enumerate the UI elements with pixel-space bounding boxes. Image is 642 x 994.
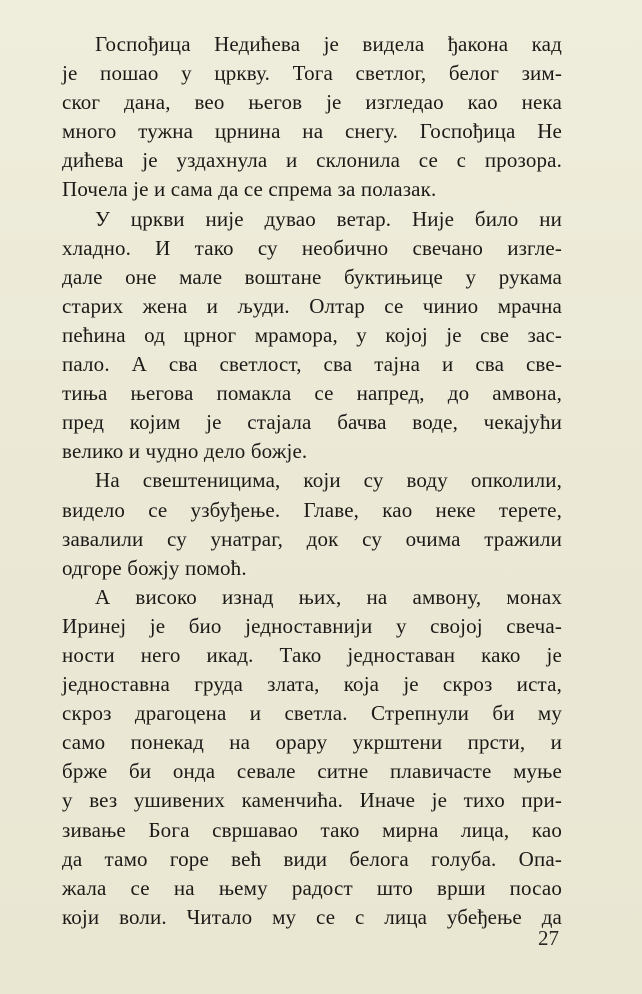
text-line: видело се узбуђење. Главе, као неке терете, [62, 497, 562, 522]
text-line: дале оне мале воштане буктињице у рукама [62, 264, 562, 289]
text-line: зивање Бога свршавао тако мирна лица, као [62, 817, 562, 842]
body-text [62, 30, 562, 932]
text-line: На свештеницима, који су воду опколили, [95, 468, 562, 493]
text-line: тиња његова помакла се напред, до амвона, [62, 381, 562, 406]
text-line: пред којим је стајала бачва воде, чекајући [62, 410, 562, 435]
text-line: жала се на њему радост што врши посао [62, 875, 562, 900]
text-line: много тужна црнина на снегу. Госпођица Не [62, 119, 562, 144]
text-line: само понекад на орару укрштени прсти, и [62, 730, 562, 755]
text-line: пећина од црног мрамора, у којој је све зас- [62, 322, 562, 347]
paragraph-3 [62, 466, 562, 582]
paragraph-1 [62, 30, 562, 205]
text-line: пало. А сва светлост, сва тајна и сва све- [62, 352, 562, 377]
text-line: ности него икад. Тако једноставан како је [62, 642, 562, 667]
text-line: А високо изнад њих, на амвону, монах [95, 584, 562, 609]
text-line: хладно. И тако су необично свечано изгле- [62, 235, 562, 260]
text-line: Иринеј је био једноставнији у својој свеча- [62, 613, 562, 638]
paragraph-4 [62, 583, 562, 932]
text-line: брже би онда севале ситне плавичасте муње [62, 759, 562, 784]
page-number: 27 [538, 926, 559, 950]
text-line: велико и чудно дело божје. [62, 439, 308, 464]
text-line: који воли. Читало му се с лица убеђење да [62, 904, 562, 929]
text-line: одгоре божју помоћ. [62, 555, 247, 580]
text-line: да тамо горе већ види белога голуба. Опа- [62, 846, 562, 871]
text-line: скроз драгоцена и светла. Стрепнули би му [62, 701, 562, 726]
text-line: Почела је и сама да се спрема за полазак. [62, 177, 437, 202]
text-line: старих жена и људи. Олтар се чинио мрачна [62, 293, 562, 318]
text-line: је пошао у цркву. Тога светлог, белог зим- [62, 61, 562, 86]
text-line: Госпођица Недићева је видела ђакона кад [95, 32, 562, 56]
text-line: ског дана, вео његов је изгледао као нека [62, 90, 562, 115]
text-line: завалили су унатраг, док су очима тражили [62, 526, 562, 551]
text-line: У цркви није дувао ветар. Није било ни [95, 206, 562, 231]
text-line: дићева је уздахнула и склонила се с прозора. [62, 148, 562, 173]
text-line: у вез ушивених каменчића. Иначе је тихо при- [62, 788, 562, 813]
text-line: једноставна груда злата, која је скроз иста, [62, 672, 562, 697]
paragraph-2 [62, 205, 562, 467]
